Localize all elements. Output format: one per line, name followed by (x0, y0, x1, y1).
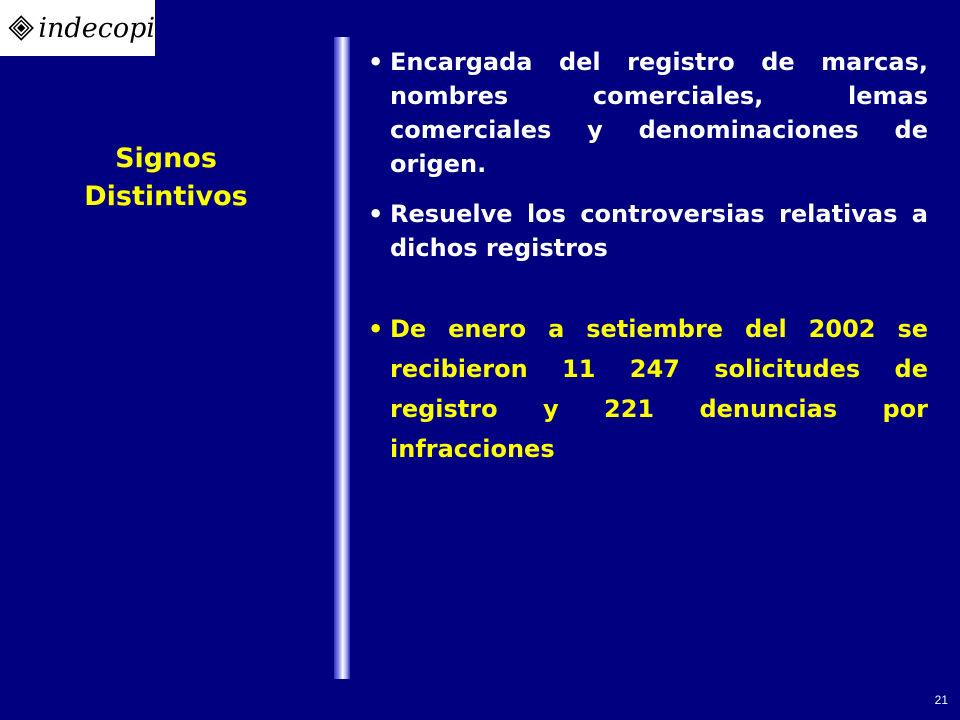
bullet-item-registry (368, 45, 928, 181)
indecopi-diamond-logo-icon (8, 12, 34, 44)
section-title-line-2: Distintivos (84, 181, 248, 212)
section-title-line-1: Signos (115, 143, 217, 174)
bullet-marker: • (368, 200, 384, 228)
bullet-list (368, 45, 928, 469)
bullet-text: Encargada del registro de marcas, nombres comerciales, lemas comerciales y denominaciones de origen. (390, 48, 928, 178)
bullet-text: De enero a setiembre del 2002 se recibieron 11 247 solicitudes de registro y 221 denuncias por infracciones (390, 315, 928, 463)
bullet-text: Resuelve los controversias relativas a dichos registros (390, 200, 928, 262)
bullet-item-statistics (368, 309, 928, 469)
page-number: 21 (934, 693, 948, 707)
bullet-marker: • (368, 48, 384, 76)
vertical-divider (334, 37, 350, 679)
section-title (40, 140, 292, 216)
bullet-marker: • (368, 315, 384, 343)
logo-text: indecopi (38, 12, 155, 44)
indecopi-logo (0, 0, 155, 56)
bullet-item-controversies (368, 197, 928, 265)
